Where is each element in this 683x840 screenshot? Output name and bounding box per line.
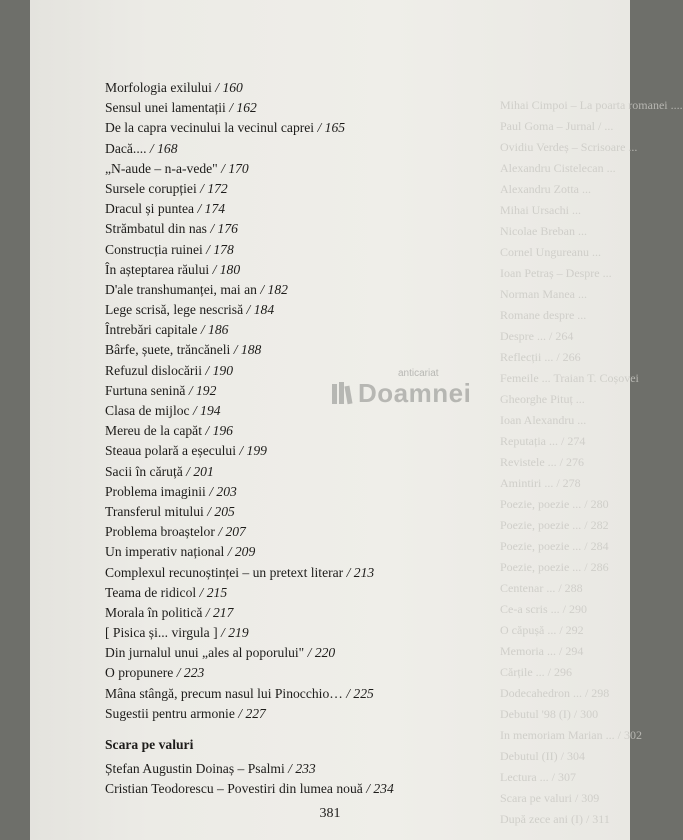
page-number: 381 xyxy=(319,806,341,821)
entry-separator: / xyxy=(173,665,184,681)
entry-separator: / xyxy=(304,645,315,661)
toc-entry xyxy=(105,320,505,340)
entry-title: [ Pisica și... virgula ] xyxy=(105,625,218,641)
section-contents xyxy=(105,759,525,799)
entry-title: Ștefan Augustin Doinaș – Psalmi xyxy=(105,761,285,776)
entry-page-number: 180 xyxy=(219,261,241,277)
entry-page-number: 225 xyxy=(353,685,374,701)
entry-page-number: 178 xyxy=(213,241,234,257)
entry-page-number: 194 xyxy=(200,403,221,418)
entry-title: Transferul mitului xyxy=(105,503,204,519)
toc-entry xyxy=(105,441,505,461)
entry-separator: / xyxy=(209,261,220,277)
entry-separator: / xyxy=(225,100,237,116)
entry-title: Dacă.... xyxy=(105,140,147,156)
entry-separator: / xyxy=(182,463,194,479)
toc-entry xyxy=(105,603,505,623)
entry-page-number: 168 xyxy=(157,140,178,156)
entry-separator: / xyxy=(194,201,205,217)
entry-separator: / xyxy=(243,302,254,318)
entry-page-number: 213 xyxy=(353,564,375,580)
toc-entry xyxy=(105,583,505,603)
entry-page-number: 190 xyxy=(212,362,233,378)
entry-page-number: 220 xyxy=(314,645,336,661)
entry-separator: / xyxy=(342,685,354,701)
entry-title: Cristian Teodorescu – Povestiri din lumea nouă xyxy=(105,781,363,797)
entry-title: Steaua polară a eșecului xyxy=(105,443,236,459)
entry-separator: / xyxy=(196,584,207,600)
toc-entry xyxy=(105,502,505,522)
entry-separator: / xyxy=(217,625,229,641)
entry-title: Sensul unei lamentații xyxy=(105,100,226,116)
entry-separator: / xyxy=(189,403,201,418)
entry-page-number: 227 xyxy=(245,705,266,721)
entry-title: Refuzul dislocării xyxy=(105,362,203,378)
entry-separator: / xyxy=(214,524,226,540)
entry-title: Bârfe, șuete, trăncăneli xyxy=(105,342,231,358)
toc-entry xyxy=(105,159,505,179)
entry-separator: / xyxy=(217,160,229,176)
entry-page-number: 234 xyxy=(373,781,394,797)
entry-title: Furtuna senină xyxy=(105,382,186,398)
toc-entry xyxy=(105,421,505,441)
entry-page-number: 201 xyxy=(193,463,214,479)
entry-separator: / xyxy=(203,503,215,519)
entry-title: Construcția ruinei xyxy=(105,241,203,257)
toc-entry xyxy=(105,522,505,542)
entry-title: De la capra vecinului la vecinul caprei xyxy=(105,120,315,136)
entry-title: Sugestii pentru armonie xyxy=(105,705,235,721)
entry-separator: / xyxy=(196,180,208,196)
entry-title: Întrebări capitale xyxy=(105,322,198,338)
entry-page-number: 174 xyxy=(204,201,226,217)
entry-title: Sursele corupției xyxy=(105,180,197,196)
toc-entry xyxy=(105,361,505,381)
entry-page-number: 162 xyxy=(236,100,257,116)
entry-title: Morala în politică xyxy=(105,604,203,620)
entry-page-number: 184 xyxy=(253,302,275,318)
entry-separator: / xyxy=(314,120,325,136)
entry-separator: / xyxy=(234,705,246,721)
toc-entry xyxy=(105,643,505,663)
entry-title: Strămbatul din nas xyxy=(105,221,207,237)
entry-separator: / xyxy=(256,281,268,297)
toc-entry xyxy=(105,401,505,421)
toc-entry xyxy=(105,340,505,360)
toc-entry xyxy=(105,759,525,779)
toc-entry xyxy=(105,280,505,300)
watermark-tagline: anticariat xyxy=(398,368,439,379)
entry-page-number: 186 xyxy=(208,322,229,338)
entry-title: „N-aude – n-a-vede" xyxy=(105,160,218,176)
entry-title: Problema broaștelor xyxy=(105,524,215,540)
entry-page-number: 192 xyxy=(196,382,217,398)
entry-page-number: 223 xyxy=(183,665,205,681)
entry-page-number: 165 xyxy=(324,120,346,136)
book-page xyxy=(30,0,683,840)
entry-title: Mâna stângă, precum nasul lui Pinocchio… xyxy=(105,685,343,701)
entry-title: Clasa de mijloc xyxy=(105,403,190,418)
toc-entry xyxy=(105,684,505,704)
entry-title: Problema imaginii xyxy=(105,483,206,499)
toc-entry xyxy=(105,663,505,683)
entry-title: Teama de ridicol xyxy=(105,584,197,600)
section-heading: Scara pe valuri xyxy=(105,737,194,752)
show-through-text: Mihai Cimpoi – La poarta romanei .... Paul Goma – Jurnal / ... Ovidiu Verdeș – Scrisoare ... Alexandru Cistelecan ... Alexandru Zotta ... Mihai Ursachi ... Nicolae Breban ... Cornel Ungureanu ... Ioan Petraș – Despre ... Norman Manea ... Romane despre ... Despre ... / 264 Reflecții ... / 266 Femeile ... Traian T. Coșovei Gheorghe Pituț ... Ioan Alexandru ... Reputația ... / 274 Revistele ... / 276 Amintiri ... / 278 Poezie, poezie ... / 280 Poezie, poezie ... / 282 Poezie, poezie ... / 284 Poezie, poezie ... / 286 Centenar ... / 288 Ce-a scris ... / 290 O căpușă ... / 292 Memoria ... / 294 Cărțile ... / 296 Dodecahedron ... / 298 Debutul '98 (I) / 300 In memoriam Marian ... / 302 Debutul (II) / 304 Lectura ... / 307 Scara pe valuri / 309 După zece ani (I) / 311 xyxy=(500,98,683,826)
entry-title: Din jurnalul unui „ales al poporului" xyxy=(105,645,305,661)
entry-separator: / xyxy=(343,564,354,580)
toc-entry xyxy=(105,199,505,219)
entry-page-number: 233 xyxy=(295,761,316,776)
entry-title: Dracul și puntea xyxy=(105,201,195,217)
toc-entry xyxy=(105,300,505,320)
toc-entry xyxy=(105,779,525,799)
toc-entry xyxy=(105,563,505,583)
entry-title: Lege scrisă, lege nescrisă xyxy=(105,302,244,318)
entry-separator: / xyxy=(202,423,213,439)
entry-separator: / xyxy=(230,342,241,358)
entry-separator: / xyxy=(224,544,235,560)
entry-page-number: 199 xyxy=(246,443,267,459)
entry-page-number: 160 xyxy=(222,80,243,95)
entry-page-number: 203 xyxy=(216,483,237,499)
toc-entry xyxy=(105,240,505,260)
entry-title: Morfologia exilului xyxy=(105,80,212,95)
entry-page-number: 205 xyxy=(214,503,235,519)
entry-page-number: 182 xyxy=(267,281,288,297)
toc-entry xyxy=(105,139,505,159)
entry-page-number: 176 xyxy=(217,221,238,237)
entry-separator: / xyxy=(185,382,196,398)
entry-page-number: 207 xyxy=(225,524,246,540)
watermark-brand: Doamnei xyxy=(358,378,472,408)
entry-separator: / xyxy=(235,443,247,459)
entry-separator: / xyxy=(202,241,214,257)
toc-entry xyxy=(105,179,505,199)
entry-title: Complexul recunoștinței – un pretext literar xyxy=(105,564,344,580)
entry-title: În așteptarea răului xyxy=(105,261,210,277)
entry-separator: / xyxy=(206,221,218,237)
toc-entry xyxy=(105,381,505,401)
entry-page-number: 196 xyxy=(212,423,233,439)
entry-separator: / xyxy=(284,761,296,776)
entry-page-number: 170 xyxy=(228,160,249,176)
entry-title: O propunere xyxy=(105,665,174,681)
toc-entry xyxy=(105,623,505,643)
entry-title: D'ale transhumanței, mai an xyxy=(105,281,257,297)
toc-entry xyxy=(105,462,505,482)
table-of-contents xyxy=(105,78,505,724)
entry-separator: / xyxy=(362,781,374,797)
toc-entry xyxy=(105,704,505,724)
toc-entry xyxy=(105,260,505,280)
toc-entry xyxy=(105,98,505,118)
entry-separator: / xyxy=(211,80,223,95)
entry-separator: / xyxy=(202,362,213,378)
entry-title: Sacii în căruță xyxy=(105,463,183,479)
entry-separator: / xyxy=(146,140,158,156)
entry-page-number: 215 xyxy=(206,584,228,600)
entry-page-number: 209 xyxy=(234,544,256,560)
entry-page-number: 219 xyxy=(228,625,249,641)
entry-title: Un imperativ național xyxy=(105,544,225,560)
toc-entry xyxy=(105,482,505,502)
toc-entry xyxy=(105,78,505,98)
entry-separator: / xyxy=(197,322,209,338)
toc-entry xyxy=(105,542,505,562)
entry-page-number: 217 xyxy=(212,604,234,620)
entry-page-number: 188 xyxy=(240,342,262,358)
toc-entry xyxy=(105,219,505,239)
entry-separator: / xyxy=(205,483,217,499)
entry-separator: / xyxy=(202,604,213,620)
entry-page-number: 172 xyxy=(207,180,228,196)
entry-title: Mereu de la capăt xyxy=(105,423,202,439)
toc-entry xyxy=(105,118,505,138)
